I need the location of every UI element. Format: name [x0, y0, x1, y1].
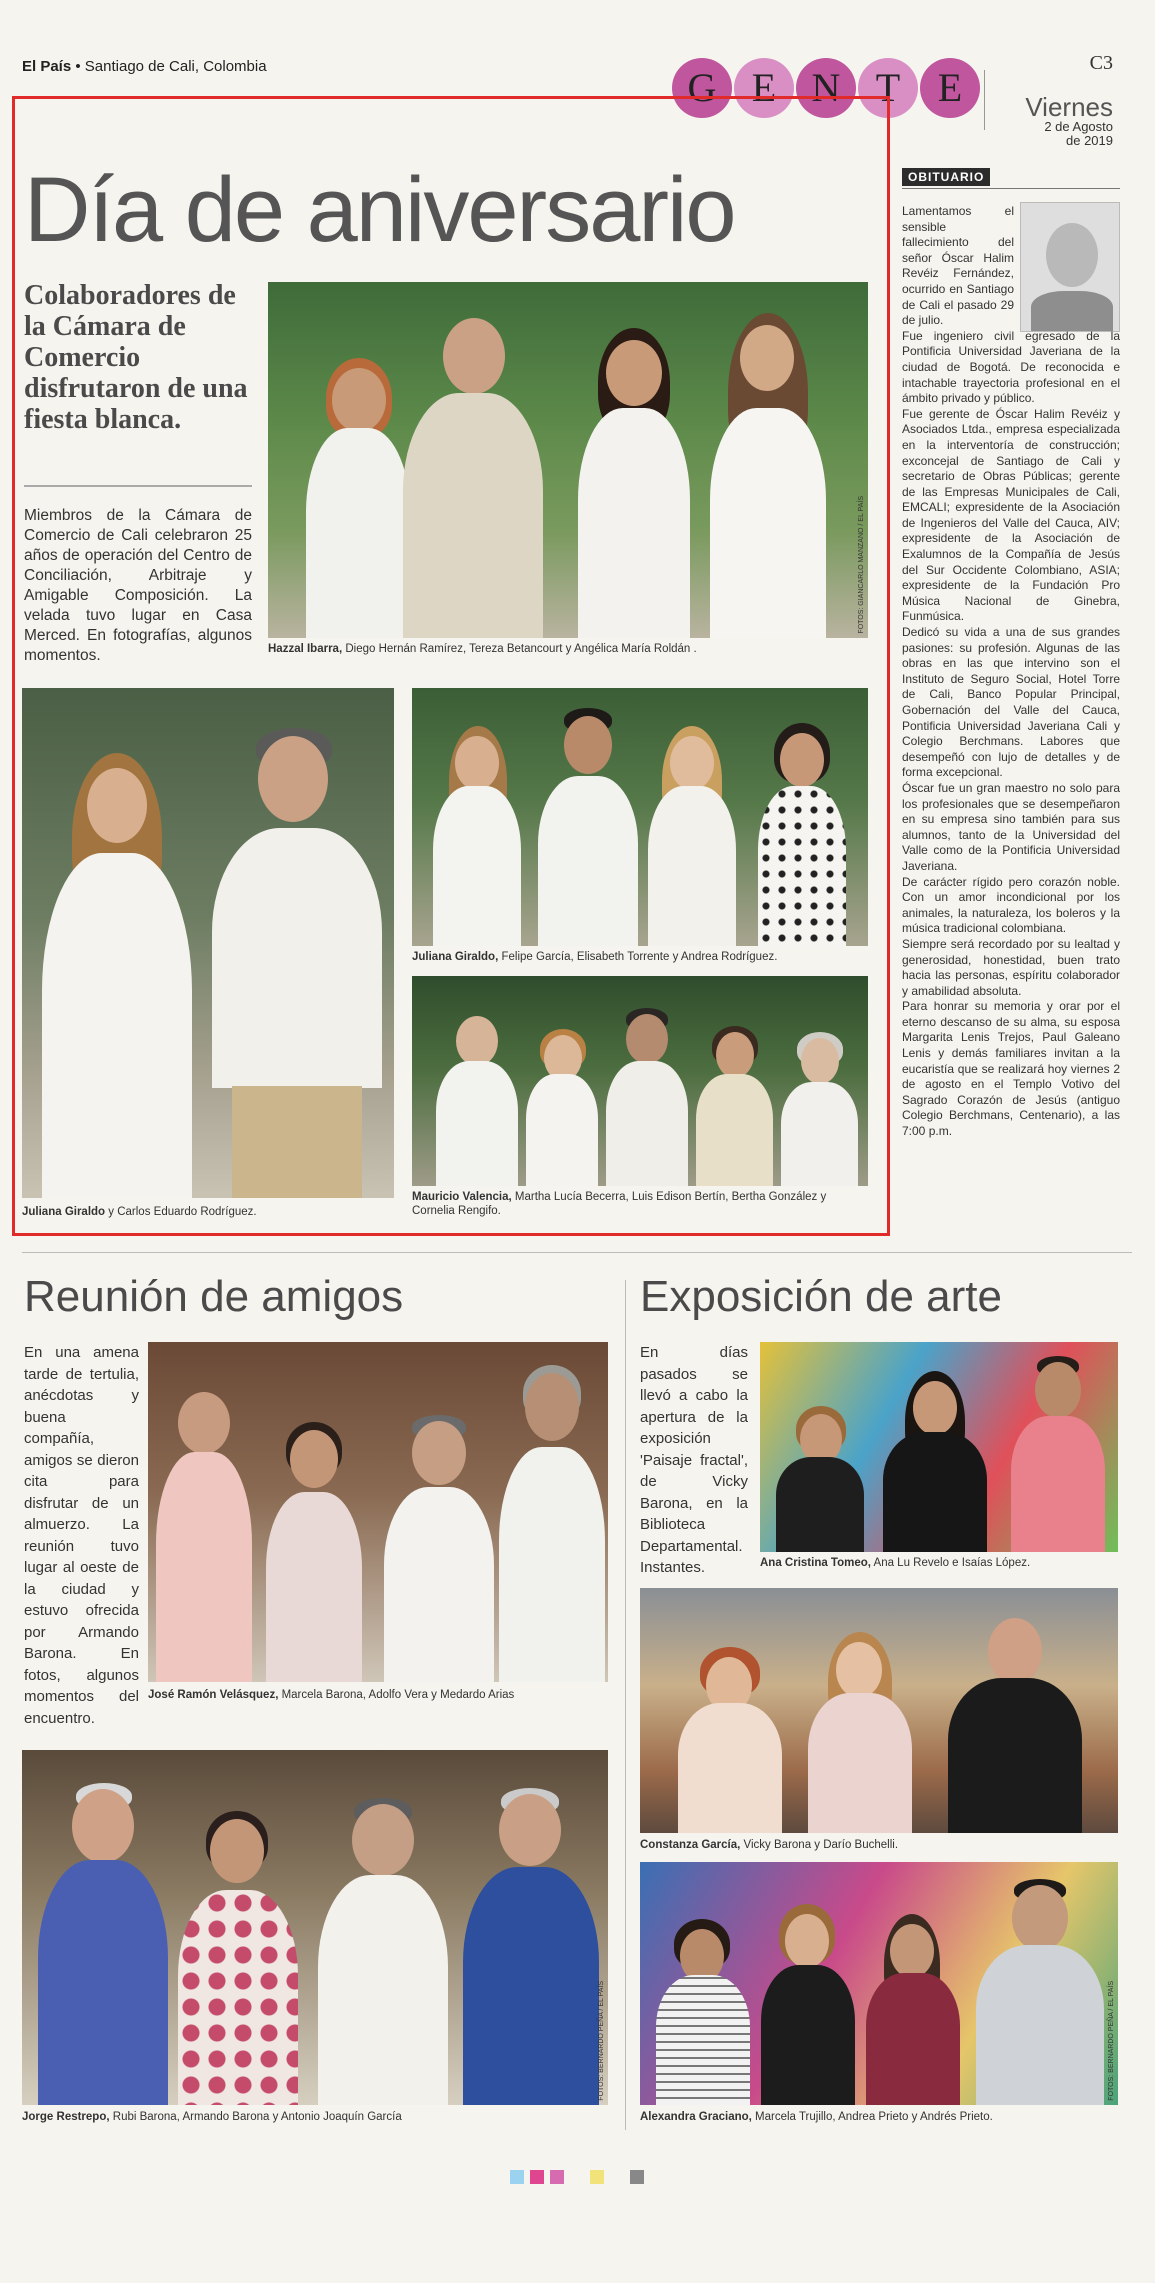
obituary-paragraph: Fue gerente de Óscar Halim Revéiz y Asociados Ltda., empresa especializada en la interventoría de construcción; exconcejal de Santiago de Cali y secretario de Obras Públicas; gerente de las Empresas Municipales de Cali, EMCALI; expresidente de la Asociación de Ingenieros del Valle del Cauca, AIV; expresidente de la Asociación de Exalumnos de la Compañía de Jesús del Sur Occidente Colombiano, ASIA; expresidente de la Fundación Pro Música Nacional de Ginebra, Funmúsica.	[902, 406, 1120, 624]
photo-group-four	[412, 688, 868, 946]
caption-rest: Rubi Barona, Armando Barona y Antonio Joaquín García	[109, 2111, 402, 2123]
caption-rest: Diego Hernán Ramírez, Tereza Betancourt y Angélica María Roldán .	[342, 643, 697, 655]
photo-caption	[640, 2110, 1118, 2124]
divider	[902, 188, 1120, 189]
section-letter: T	[858, 58, 918, 118]
photo-arte-1	[760, 1342, 1118, 1552]
day-name: Viernes	[1025, 92, 1113, 122]
photo-caption	[22, 1205, 394, 1219]
date-line: de 2019	[1066, 133, 1113, 148]
caption-name: Hazzal Ibarra,	[268, 643, 343, 655]
caption-rest: y Carlos Eduardo Rodríguez.	[105, 1206, 257, 1218]
obituary-paragraph: Óscar fue un gran maestro no solo para los profesionales que se desempeñaron en su empresa sino también para sus alumnos, tanto de la Universidad del Valle como de la Pontificia Universidad Javeriana.	[902, 780, 1120, 873]
photo-caption	[268, 642, 868, 656]
photo-group-main	[268, 282, 868, 638]
caption-name: Constanza García,	[640, 1839, 741, 1851]
photo-amigos-1	[148, 1342, 608, 1682]
obituary-paragraph: Fue ingeniero civil egresado de la Pontificia Universidad Javeriana de la ciudad de Bogotá. De reconocida e intachable trayectoria profesional en el ámbito privado y público.	[902, 328, 1120, 406]
caption-rest: Marcela Trujillo, Andrea Prieto y Andrés Prieto.	[751, 2111, 993, 2123]
obituary-text	[902, 204, 1120, 1140]
caption-name: José Ramón Velásquez,	[148, 1689, 279, 1701]
photo-credit: FOTOS: BERNARDO PEÑA / EL PAÍS	[598, 1981, 605, 2101]
photo-caption	[22, 2110, 608, 2124]
caption-name: Mauricio Valencia,	[412, 1191, 512, 1203]
caption-name: Ana Cristina Tomeo,	[760, 1557, 871, 1569]
photo-group-five	[412, 976, 868, 1186]
color-swatch	[630, 2170, 644, 2184]
obituary-paragraph: Lamentamos el sensible fallecimiento del señor Óscar Halim Revéiz Fernández, ocurrido en Santiago de Cali el pasado 29 de julio.	[902, 204, 1014, 328]
color-swatch	[510, 2170, 524, 2184]
section-letter: G	[672, 58, 732, 118]
caption-name: Alexandra Graciano,	[640, 2111, 752, 2123]
photo-arte-2	[640, 1588, 1118, 1833]
photo-credit: FOTOS: BERNARDO PEÑA / EL PAÍS	[1108, 1981, 1115, 2101]
section-letter: E	[734, 58, 794, 118]
caption-name: Jorge Restrepo,	[22, 2111, 110, 2123]
photo-caption	[412, 950, 868, 964]
section-letter: E	[920, 58, 980, 118]
paper-name: El País	[22, 58, 72, 75]
section-letter: N	[796, 58, 856, 118]
obituary-paragraph: Para honrar su memoria y orar por el eterno descanso de su alma, su esposa Margarita Lenis Trejos, Paul Galeano Lenis y demás familiares invitan a la eucaristía que se realizará hoy viernes 2 de agosto en el Templo Votivo del Sagrado Corazón de Jesús (antiguo Colegio Berchmans, Centenario), a las 7:00 p.m.	[902, 999, 1120, 1139]
color-swatch	[530, 2170, 544, 2184]
arte-body: En días pasados se llevó a cabo la apertura de la exposición 'Paisaje fractal', de Vicky Barona, en la Biblioteca Departamental. Instantes.	[640, 1344, 748, 1576]
column-divider	[625, 1280, 626, 2130]
amigos-body: En una amena tarde de tertulia, anécdotas y buena compañía, amigos se dieron cita para disfrutar de un almuerzo. La reunión tuvo lugar al oeste de la ciudad y estuvo ofrecida por Armando Barona. En fotos, algunos momentos del encuentro.	[24, 1344, 139, 1727]
lead-paragraph: Miembros de la Cámara de Comercio de Cali celebraron 25 años de operación del Centro de Conciliación, Arbitraje y Amigable Composición. La velada tuvo lugar en Casa Merced. En fotografías, algunos momentos.	[24, 507, 252, 664]
section-divider	[22, 1252, 1132, 1253]
caption-name: Juliana Giraldo,	[412, 951, 499, 963]
caption-rest: Ana Lu Revelo e Isaías López.	[870, 1557, 1031, 1569]
caption-name: Juliana Giraldo	[22, 1206, 106, 1218]
page-number: C3	[1089, 52, 1113, 74]
photo-amigos-2	[22, 1750, 608, 2105]
photo-caption	[148, 1688, 608, 1702]
photo-caption	[640, 1838, 1118, 1852]
arte-headline: Exposición de arte	[640, 1272, 1002, 1321]
location: Santiago de Cali, Colombia	[84, 58, 267, 75]
photo-couple	[22, 688, 394, 1198]
date-line: 2 de Agosto	[1044, 119, 1113, 134]
masthead: El País • Santiago de Cali, Colombia	[22, 58, 267, 75]
caption-rest: Felipe García, Elisabeth Torrente y Andrea Rodríguez.	[498, 951, 778, 963]
obituary-paragraph: De carácter rígido pero corazón noble. Con un amor incondicional por los animales, la naturaleza, los boleros y la música tradicional colombiana.	[902, 874, 1120, 936]
color-swatch	[550, 2170, 564, 2184]
color-swatch	[590, 2170, 604, 2184]
photo-caption	[412, 1190, 868, 1218]
date	[1044, 120, 1113, 148]
caption-rest: Martha Lucía Becerra, Luis Edison Bertín, Bertha González y Cornelia Rengifo.	[412, 1191, 827, 1217]
obituary-paragraph: Siempre será recordado por su lealtad y generosidad, honestidad, buen trato hacia las personas, espíritu colaborador y amabilidad absoluta.	[902, 936, 1120, 998]
main-headline: Día de aniversario	[24, 159, 735, 261]
obituary-paragraph: Dedicó su vida a una de sus grandes pasiones: su profesión. Algunas de las obras en las que intervino son el Instituto de Seguro Social, Hotel Torre de Cali, Banco Popular Principal, Gobernación del Valle del Cauca, Pontificia Universidad Javeriana Cali y Colegio Berchmans. Labores que desempeñó con lujo de detalles y de forma excepcional.	[902, 625, 1120, 780]
photo-arte-3	[640, 1862, 1118, 2105]
caption-rest: Vicky Barona y Darío Buchelli.	[740, 1839, 899, 1851]
obituary-tag: OBITUARIO	[902, 168, 990, 186]
caption-rest: Marcela Barona, Adolfo Vera y Medardo Arias	[278, 1689, 515, 1701]
header-divider	[984, 70, 985, 130]
deck: Colaboradores de la Cámara de Comercio disfrutaron de una fiesta blanca.	[24, 280, 248, 435]
photo-credit: FOTOS: GIANCARLO MANZANO / EL PAÍS	[858, 496, 865, 634]
photo-caption	[760, 1556, 1118, 1570]
amigos-headline: Reunión de amigos	[24, 1272, 404, 1321]
divider	[24, 485, 252, 487]
